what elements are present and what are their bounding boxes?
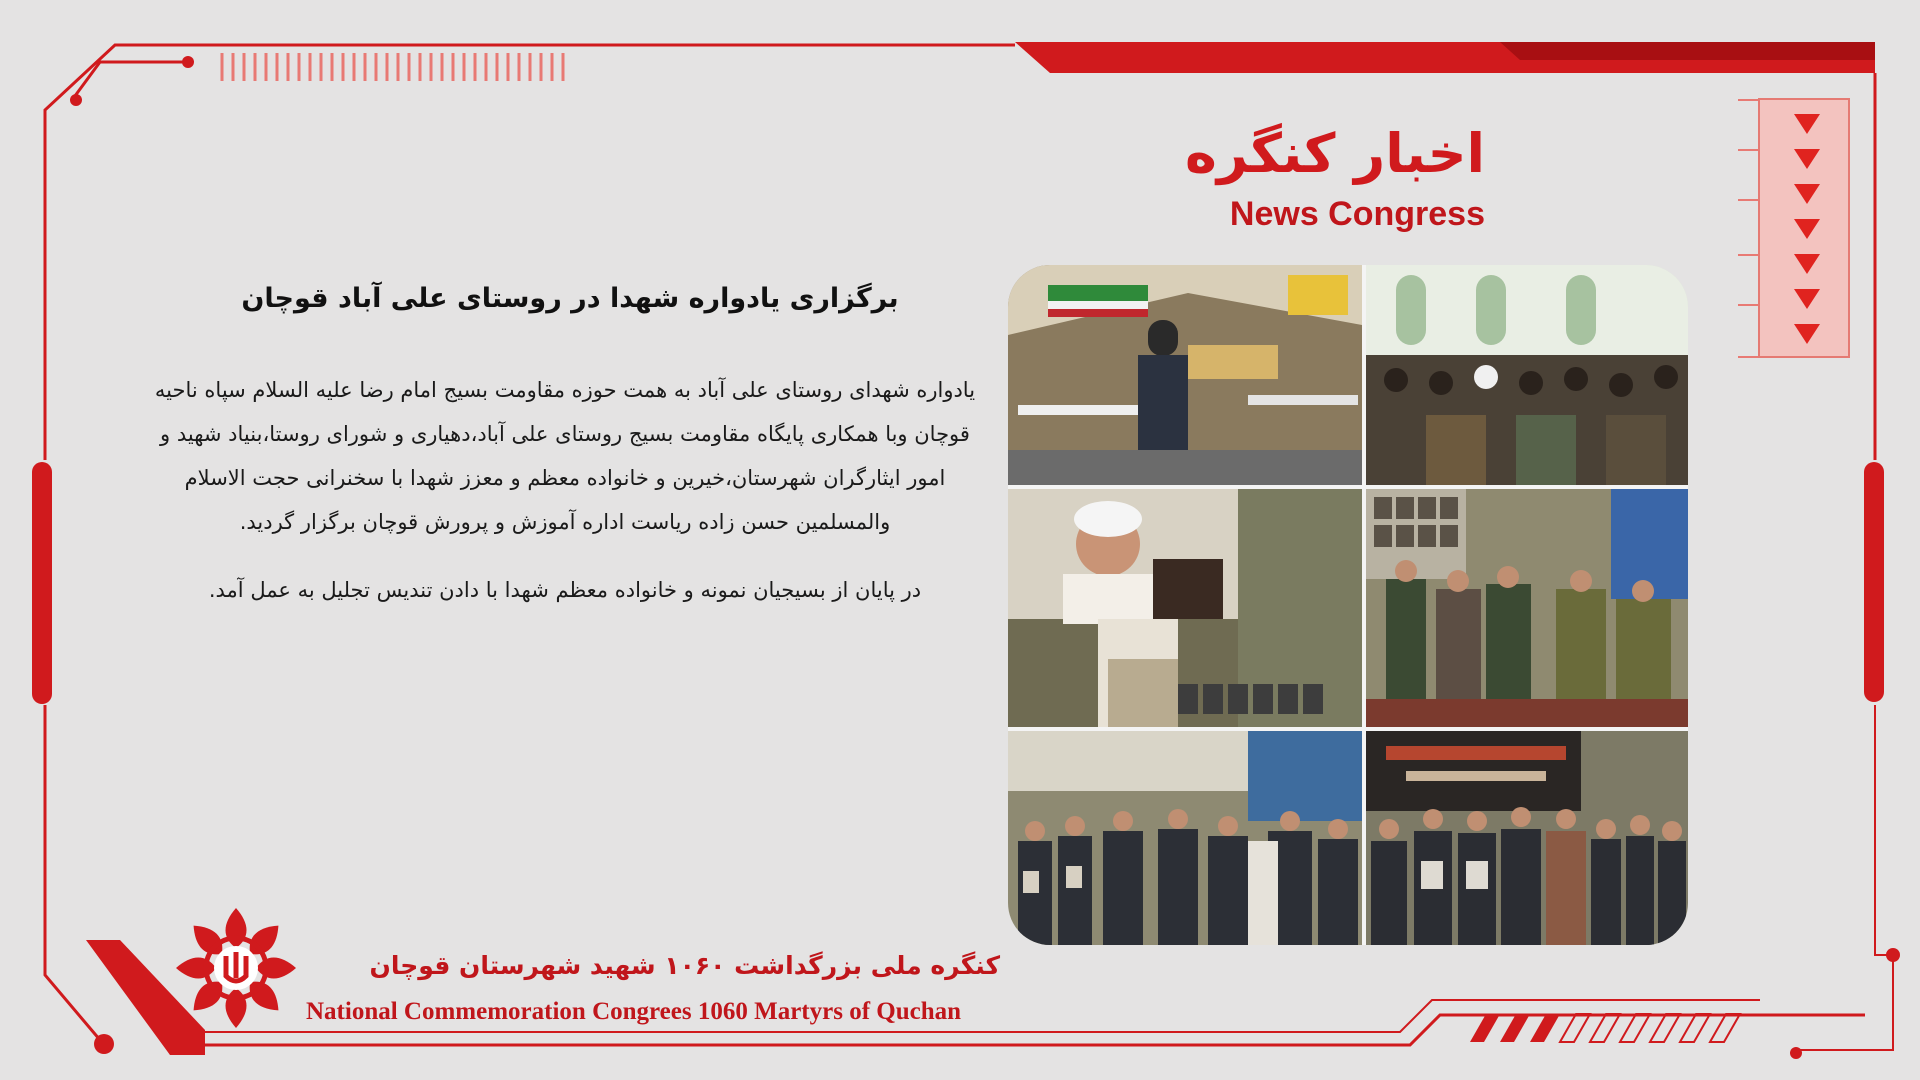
down-arrow-icon [1794,114,1820,134]
down-arrow-icon [1794,324,1820,344]
down-arrow-icon [1794,219,1820,239]
news-title-persian: اخبار کنگره [1185,122,1485,185]
news-title-english: News Congress [1229,195,1485,233]
photo-award-group-1[interactable] [1008,731,1362,945]
photo-award-group-2[interactable] [1366,731,1688,945]
photo-audience-hall[interactable] [1366,265,1688,485]
photo-gallery [1008,265,1688,945]
photo-award-handshake[interactable] [1366,489,1688,727]
photo-cleric-speech[interactable] [1008,489,1362,727]
down-arrow-icon [1794,149,1820,169]
congress-logo-icon [172,904,300,1032]
footer-title-persian: کنگره ملی بزرگداشت ۱۰۶۰ شهید شهرستان قوچان [369,951,1000,980]
down-arrow-icon [1794,289,1820,309]
arrow-ruler [1758,98,1850,358]
article-body [140,368,990,636]
down-arrow-icon [1794,184,1820,204]
footer-title-english: National Commemoration Congrees 1060 Martyrs of Quchan [306,998,962,1025]
article-title: برگزاری یادواره شهدا در روستای علی آباد قوچان [241,283,899,314]
down-arrow-icon [1794,254,1820,274]
article-paragraph: یادواره شهدای روستای علی آباد به همت حوزه مقاومت بسیج امام رضا علیه السلام سپاه ناحیه قوچان وبا همکاری پایگاه مقاومت بسیج روستای علی آباد،دهیاری و شورای روستا،بنیاد شهید و امور ایثارگران شهرستان،خیرین و خانواده معظم و معزز شهدا با سخنرانی حجت الاسلام والمسلمین حسن زاده ریاست اداره آموزش و پرورش قوچان برگزار گردید. [154,378,976,534]
article-paragraph: در پایان از بسیجیان نمونه و خانواده معظم شهدا با دادن تندیس تجلیل به عمل آمد. [208,578,922,602]
photo-tent-speaker[interactable] [1008,265,1362,485]
